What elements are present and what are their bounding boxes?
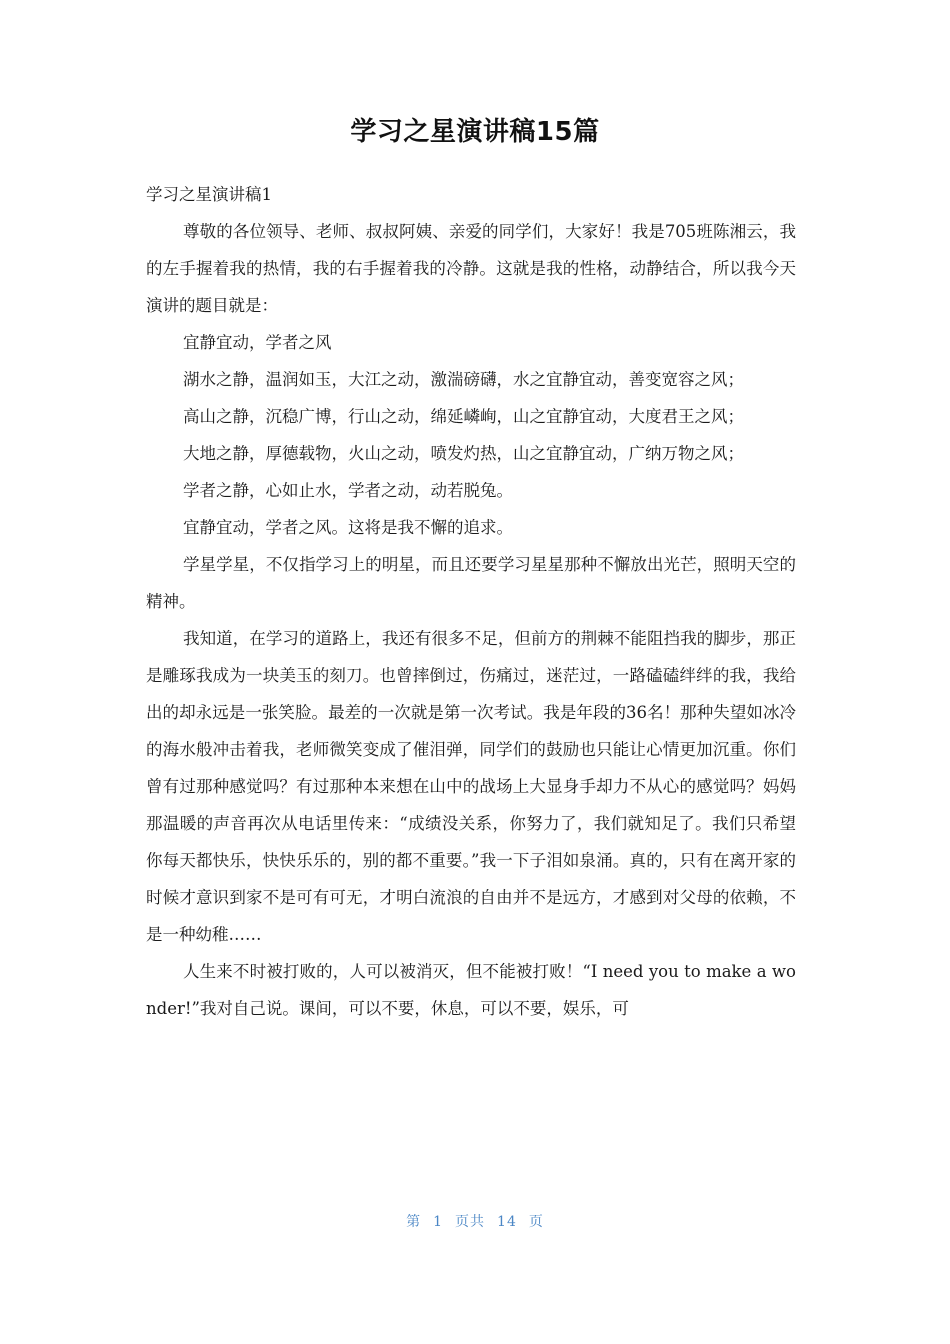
footer-middle: 页共 xyxy=(455,1214,486,1230)
paragraph: 人生来不时被打败的，人可以被消灭，但不能被打败！“I need you to make a wonder!”我对自己说。课间，可以不要，休息，可以不要，娱乐，可 xyxy=(146,962,796,1018)
paragraph: 尊敬的各位领导、老师、叔叔阿姨、亲爱的同学们，大家好！我是705班陈湘云，我的左手握着我的热情，我的右手握着我的冷静。这就是我的性格，动静结合，所以我今天演讲的题目就是： xyxy=(146,222,796,315)
paragraph: 宜静宜动，学者之风 xyxy=(183,333,332,352)
paragraph: 湖水之静，温润如玉，大江之动，激湍磅礴，水之宜静宜动，善变宽容之风； xyxy=(183,370,744,389)
document-title: 学习之星演讲稿15篇 xyxy=(350,117,600,147)
paragraph: 高山之静，沉稳广博，行山之动，绵延嶙峋，山之宜静宜动，大度君王之风； xyxy=(183,407,744,426)
paragraph: 宜静宜动，学者之风。这将是我不懈的追求。 xyxy=(183,518,513,537)
paragraph: 大地之静，厚德载物，火山之动，喷发灼热，山之宜静宜动，广纳万物之风； xyxy=(183,444,744,463)
footer-prefix: 第 xyxy=(406,1214,422,1230)
footer-total-pages: 14 xyxy=(497,1214,517,1230)
paragraph: 我知道，在学习的道路上，我还有很多不足，但前方的荆棘不能阻挡我的脚步，那正是雕琢我成为一块美玉的刻刀。也曾摔倒过，伤痛过，迷茫过，一路磕磕绊绊的我，我给出的却永远是一张笑脸。最差的一次就是第一次考试。我是年段的36名！那种失望如冰冷的海水般冲击着我，老师微笑变成了催泪弹，同学们的鼓励也只能让心情更加沉重。你们曾有过那种感觉吗？有过那种本来想在山中的战场上大显身手却力不从心的感觉吗？妈妈那温暖的声音再次从电话里传来：“成绩没关系，你努力了，我们就知足了。我们只希望你每天都快乐，快快乐乐的，别的都不重要。”我一下子泪如泉涌。真的，只有在离开家的时候才意识到家不是可有可无，才明白流浪的自由并不是远方，才感到对父母的依赖，不是一种幼稚…… xyxy=(146,629,796,944)
paragraph: 学星学星，不仅指学习上的明星，而且还要学习星星那种不懈放出光芒，照明天空的精神。 xyxy=(146,555,796,611)
footer-suffix: 页 xyxy=(528,1214,544,1230)
section-heading: 学习之星演讲稿1 xyxy=(146,185,272,204)
paragraph: 学者之静，心如止水，学者之动，动若脱兔。 xyxy=(183,481,513,500)
document-body xyxy=(146,176,796,1027)
page-footer xyxy=(0,1210,950,1234)
footer-current-page: 1 xyxy=(433,1214,444,1230)
